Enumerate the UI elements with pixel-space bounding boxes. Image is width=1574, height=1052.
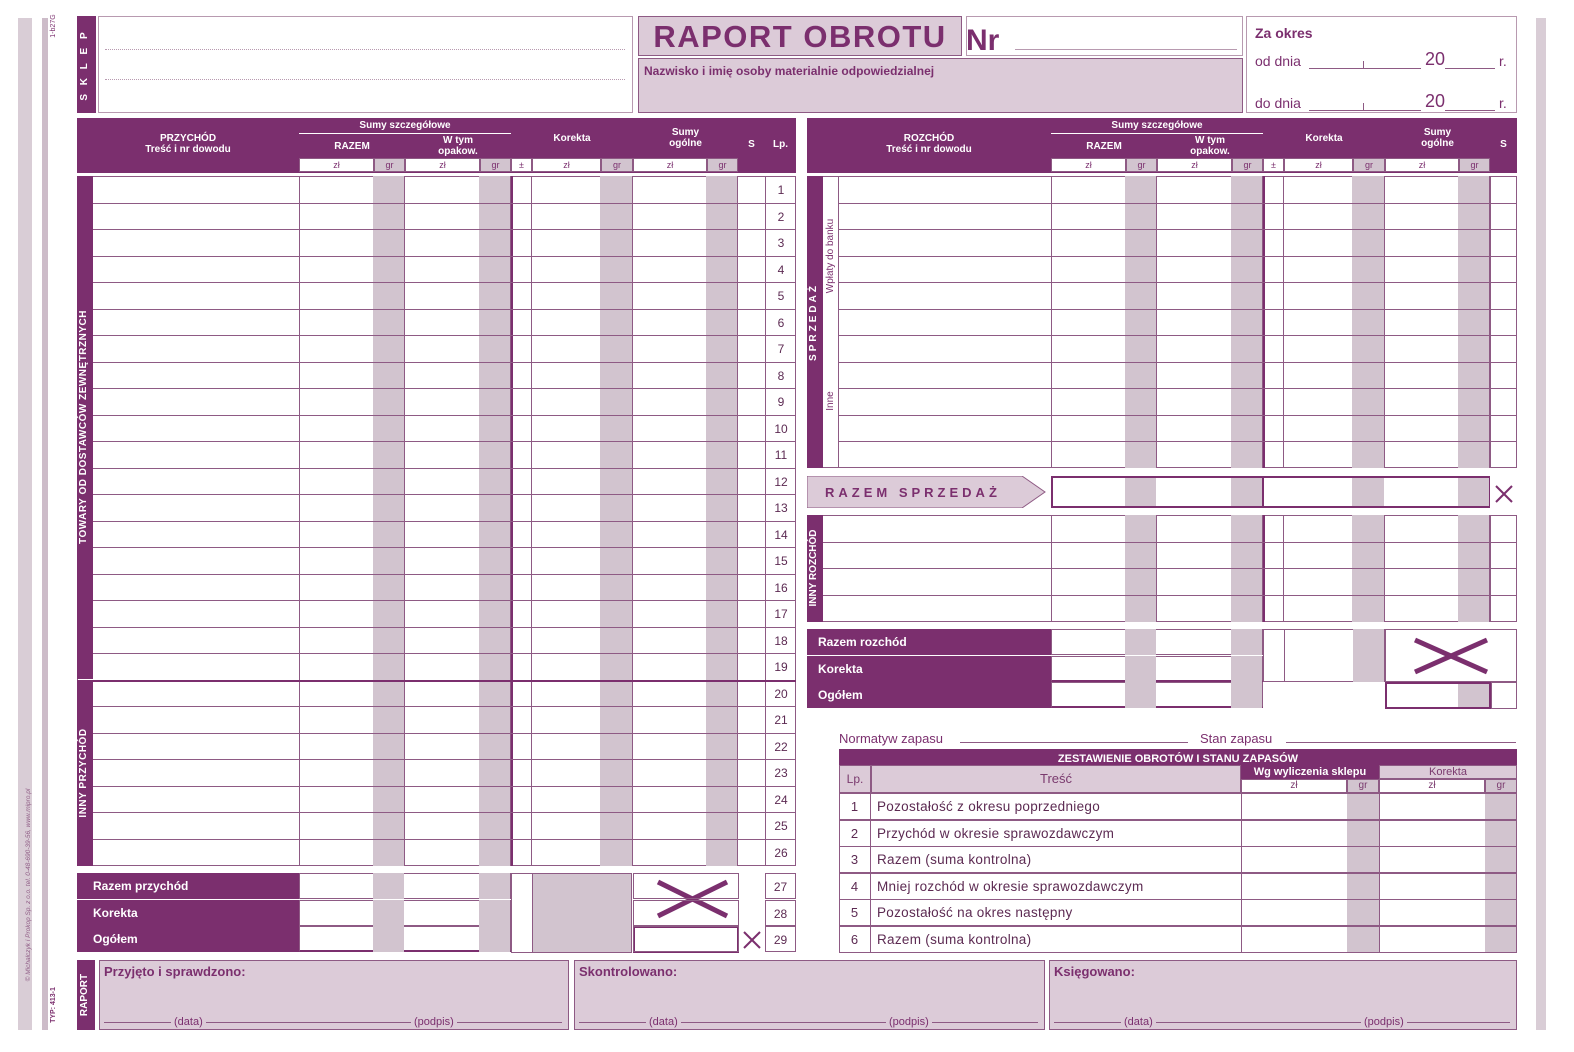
stock-value-field[interactable]	[1242, 821, 1347, 846]
income-row-line	[93, 653, 796, 654]
footer-sign-label: (podpis)	[886, 1016, 932, 1028]
expense-s-divider	[1490, 176, 1491, 468]
income-lp-number: 3	[777, 236, 785, 250]
income_table-unit-3: gr	[480, 158, 511, 172]
income-row-line	[93, 256, 796, 257]
income-row-line	[93, 229, 796, 230]
income-lp-number: 14	[774, 527, 788, 542]
expense_table-unit-4: ±	[1263, 158, 1284, 172]
income-lp-number: 4	[777, 262, 785, 277]
stock-unit: zł	[1241, 779, 1347, 793]
stock-col-wg-label: Wg wyliczenia sklepu	[1253, 766, 1367, 778]
stock-row-text: Pozostałość na okres następny	[877, 905, 1073, 921]
expense_table-unit-7: zł	[1385, 158, 1459, 172]
stock-value-field[interactable]	[1242, 874, 1347, 899]
income-lp-number: 12	[774, 474, 788, 489]
stock-title: ZESTAWIENIE OBROTÓW I STANU ZAPASÓW	[1057, 753, 1299, 765]
to-year-prefix: 20	[1425, 91, 1446, 111]
stock-col-lp	[839, 765, 871, 793]
razem-sprzedaz-field[interactable]	[1051, 476, 1490, 508]
income_table-unit-8: gr	[707, 158, 738, 172]
expense-gr-col-1	[1231, 176, 1262, 468]
expense-vline-3	[1263, 176, 1265, 468]
expense_table-unit-1: gr	[1126, 158, 1157, 172]
stock-row-text: Pozostałość z okresu poprzedniego	[877, 799, 1101, 814]
expense-col-s: S	[1500, 139, 1507, 150]
income-row-line	[93, 203, 796, 204]
income-row-line	[93, 335, 796, 336]
stock-row-div2	[1379, 820, 1380, 847]
income-row-line	[93, 547, 796, 548]
expense-summary-korekta-div	[1284, 629, 1285, 682]
page-title: RAPORT OBROTU	[653, 19, 947, 54]
footer-sign-label: (podpis)	[411, 1016, 457, 1028]
razem-sprzedaz-gr	[1458, 478, 1489, 506]
income-lp-number: 13	[774, 501, 788, 515]
expense_table-unit-0: zł	[1051, 158, 1126, 172]
expense-vline-5	[1384, 176, 1385, 468]
expense_table-unit-8: gr	[1459, 158, 1490, 172]
expense-row-line	[839, 335, 1517, 336]
income-lp-number: 26	[774, 845, 788, 860]
income-lp-number: 21	[774, 713, 788, 727]
stock-row-text: Mniej rozchód w okresie sprawozdawczym	[877, 878, 1144, 894]
stan-field[interactable]	[1286, 742, 1516, 743]
footer-date-label: (data)	[1121, 1016, 1156, 1028]
stock-row-lp: 5	[839, 899, 871, 926]
expense-row-line	[839, 229, 1517, 230]
expense-vline-4	[1283, 176, 1284, 468]
expense-summary-sumy	[1385, 629, 1517, 682]
income-row-line	[93, 706, 796, 707]
income-summary-lp: 27	[765, 873, 796, 899]
stock-value-field[interactable]	[1242, 847, 1347, 872]
income_table-unit-1: gr	[374, 158, 405, 172]
expense-inny-row-line	[823, 542, 1517, 543]
responsible-person-label: Nazwisko i imię osoby materialnie odpowiedzialnej	[644, 64, 935, 78]
from-label: od dnia	[1255, 53, 1301, 69]
footer-box-title: Przyjęto i sprawdzono:	[104, 964, 246, 979]
expense-summary-label: Korekta	[807, 656, 1051, 682]
stock-col-wg	[1241, 765, 1379, 779]
income-lp-number: 19	[774, 660, 788, 674]
income-col-korekta: Korekta	[553, 133, 591, 144]
expense-row-line	[839, 415, 1517, 416]
responsible-person-field[interactable]	[638, 58, 1243, 113]
razem-sprzedaz-gr	[1352, 478, 1384, 506]
expense-col-w-tym: W tym opakow.	[1190, 135, 1230, 157]
stock-row-text: Razem (suma kontrolna)	[877, 852, 1032, 868]
from-year-suffix: r.	[1499, 53, 1507, 69]
razem-sprzedaz-x-mark	[1494, 484, 1514, 504]
income-summary-gr	[373, 926, 404, 952]
income_table-unit-2: zł	[405, 158, 480, 172]
stock-row-text: Przychód w okresie sprawozdawczym	[877, 825, 1115, 841]
income_table-unit-5: zł	[532, 158, 601, 172]
income-row-line	[93, 812, 796, 813]
expense-row-line	[839, 388, 1517, 389]
income_table-unit-7: zł	[633, 158, 707, 172]
stock-row-text: Razem (suma kontrolna)	[877, 932, 1032, 947]
razem-sprzedaz-div	[1262, 476, 1264, 508]
income-korekta-summary-shaded	[532, 873, 632, 953]
section-inny-przychod-label: INNY PRZYCHÓD	[78, 728, 89, 818]
expense-row-line	[839, 203, 1517, 204]
nr-field[interactable]	[966, 16, 1243, 56]
to-date-field[interactable]	[1309, 103, 1421, 111]
income-lp-number: 11	[774, 448, 788, 462]
income-row-line	[93, 574, 796, 575]
expense-col-korekta: Korekta	[1305, 133, 1343, 144]
expense-summary-label: Ogółem	[807, 682, 1051, 708]
income-lp-number: 2	[777, 209, 785, 224]
expense-row-line	[839, 441, 1517, 442]
income-row-line	[93, 627, 796, 628]
income-row-line	[93, 415, 796, 416]
expense-gr-col-0	[1125, 176, 1156, 468]
period-box	[1246, 16, 1517, 113]
income-row-line	[93, 362, 796, 363]
income-lp-number: 20	[774, 686, 788, 701]
razem-sprzedaz-label: RAZEM SPRZEDAŻ	[825, 485, 1001, 500]
income-lp-number: 22	[774, 739, 788, 754]
footer-sign-label: (podpis)	[1361, 1016, 1407, 1028]
expense-summary-gr	[1125, 656, 1156, 682]
income-summary-label: Ogółem	[77, 926, 299, 952]
expense-vline-0	[1051, 176, 1052, 468]
income-row-line	[93, 468, 796, 469]
stock-row-lp: 4	[839, 873, 871, 900]
income-col-sumy-ogolne: Sumy ogólne	[669, 127, 702, 149]
income-summary-gr2	[479, 926, 510, 952]
income-row-line	[93, 680, 796, 682]
sklep-label: S K L E P	[79, 29, 90, 101]
publisher-text: © Michalczyk i Prokop Sp. z o.o. tel. 0-48-690-39-56, www.mipro.pl	[25, 788, 32, 982]
expense-row-line	[839, 309, 1517, 310]
stock-value-field[interactable]	[1242, 900, 1347, 925]
stock-row-div2	[1379, 873, 1380, 900]
expense-summary-gr2	[1231, 682, 1262, 708]
income-summary-sumy-cell	[633, 900, 739, 926]
stock-unit: gr	[1485, 779, 1517, 793]
income-lp-number: 25	[774, 819, 788, 833]
expense-col-sums-detail: Sumy szczegółowe	[1111, 120, 1203, 131]
stock-col-tresc	[871, 765, 1241, 793]
income-col-s: S	[748, 139, 755, 150]
income-row-line	[93, 839, 796, 840]
expense-inny-row-line	[823, 595, 1517, 596]
income-row-line	[93, 786, 796, 787]
to-year-field[interactable]	[1445, 103, 1495, 111]
stan-label: Stan zapasu	[1200, 731, 1273, 746]
income-col-w-tym: W tym opakow.	[438, 135, 478, 157]
title-box	[638, 16, 962, 56]
income-col-razem: RAZEM	[334, 141, 370, 152]
income-summary-lp: 29	[765, 926, 796, 952]
footer-raport-label: RAPORT	[79, 973, 90, 1017]
stock-value-field[interactable]	[1242, 794, 1347, 819]
income-col-lp: Lp.	[773, 139, 788, 150]
income-col-przychod: PRZYCHÓD Treść i nr dowodu	[145, 133, 231, 155]
expense_table-unit-2: zł	[1157, 158, 1232, 172]
income_table-unit-4: ±	[511, 158, 532, 172]
income_table-unit-6: gr	[601, 158, 633, 172]
income-row-line	[93, 759, 796, 760]
income-summary-label: Korekta	[77, 900, 299, 926]
from-year-prefix: 20	[1425, 49, 1446, 69]
stock-row-lp: 6	[839, 926, 871, 953]
expense-summary-korekta-gr	[1353, 629, 1384, 682]
right-margin-stripe	[1536, 18, 1546, 1030]
income-lp-number: 1	[777, 183, 785, 197]
expense-gr-col-2	[1352, 176, 1384, 468]
expense-summary-gr	[1125, 682, 1156, 708]
expense-summary-gr	[1125, 629, 1156, 655]
from-date-field[interactable]	[1309, 61, 1421, 69]
income-row-line	[93, 494, 796, 495]
stock-unit: zł	[1379, 779, 1485, 793]
expense-row-line	[839, 362, 1517, 363]
expense-sales-body	[807, 176, 1517, 468]
income-lp-number: 10	[774, 421, 788, 436]
stock-row-div2	[1379, 899, 1380, 926]
income-row-line	[93, 309, 796, 310]
income-summary-gr2	[479, 873, 510, 899]
income-lp-number: 16	[774, 580, 788, 595]
expense-gr-col-3	[1458, 176, 1489, 468]
nr-label: Nr	[966, 24, 1000, 57]
stock-row-lp: 3	[839, 846, 871, 873]
section-inny-rozchod-label: INNY ROZCHÓD	[808, 529, 819, 607]
expense_table-unit-3: gr	[1232, 158, 1263, 172]
income-summary-gr2	[479, 900, 510, 926]
stock-col-lp-label: Lp.	[846, 772, 864, 786]
expense-ogolem-total-gr	[1458, 684, 1489, 707]
footer-box-title: Księgowano:	[1054, 964, 1135, 979]
sub-wplaty-label: Wpłaty do banku	[825, 218, 836, 294]
income-row-line	[93, 388, 796, 389]
from-year-field[interactable]	[1445, 61, 1495, 69]
left-margin-stripe-2	[42, 18, 48, 1030]
normatyw-field[interactable]	[960, 742, 1188, 743]
income-lp-number: 23	[774, 766, 788, 780]
income-row-line	[93, 733, 796, 734]
expense-ogolem-s	[1491, 682, 1517, 709]
income-lp-number: 6	[777, 315, 785, 330]
income-lp-number: 8	[777, 368, 785, 383]
stock-row-div2	[1379, 846, 1380, 873]
expense-vline-1	[1156, 176, 1157, 468]
expense-col-sumy-ogolne: Sumy ogólne	[1421, 127, 1454, 149]
expense-row-line	[839, 282, 1517, 283]
sub-inne-label: Inne	[825, 391, 836, 411]
footer-date-label: (data)	[646, 1016, 681, 1028]
income-row-line	[93, 521, 796, 522]
stock-row-div2	[1379, 926, 1380, 953]
stock-unit: gr	[1347, 779, 1379, 793]
stock-row-lp: 2	[839, 820, 871, 847]
income_table-unit-0: zł	[299, 158, 374, 172]
income-lp-number: 15	[774, 554, 788, 568]
income-lp-number: 18	[774, 633, 788, 648]
income-summary-sumy-cell	[633, 926, 739, 952]
razem-sprzedaz-gr	[1231, 478, 1262, 506]
stock-row-div2	[1379, 793, 1380, 820]
income-row-line	[93, 441, 796, 442]
razem-sprzedaz-gr	[1125, 478, 1156, 506]
to-year-suffix: r.	[1499, 95, 1507, 111]
to-label: do dnia	[1255, 95, 1301, 111]
section-sprzedaz-label: SPRZEDAŻ	[808, 283, 819, 361]
stock-col-tresc-label: Treść	[1039, 771, 1073, 786]
income-lp-number: 5	[777, 289, 785, 303]
margin-code: 1-b27G	[50, 14, 57, 38]
income-lp-number: 24	[774, 792, 788, 807]
income-lp-number: 7	[777, 342, 785, 356]
stock-title-bar	[839, 749, 1517, 765]
income-summary-lp: 28	[765, 900, 796, 926]
expense-row-line	[839, 256, 1517, 257]
income-lp-number: 9	[777, 395, 785, 409]
income-summary-gr	[373, 900, 404, 926]
income-summary-sumy-cell	[633, 873, 739, 899]
shop-name-field[interactable]	[98, 16, 633, 113]
stock-value-field[interactable]	[1242, 927, 1347, 952]
income-summary-label: Razem przychód	[77, 873, 299, 899]
income-s-x-mark	[742, 930, 762, 950]
typ-text: TYP: 413-1	[50, 987, 57, 1023]
income-row-line	[93, 600, 796, 601]
income-lp-number: 17	[774, 607, 788, 621]
expense_table-unit-5: zł	[1284, 158, 1353, 172]
expense_table-unit-6: gr	[1353, 158, 1385, 172]
stock-col-korekta	[1379, 765, 1517, 779]
expense-summary-label: Razem rozchód	[807, 629, 1051, 655]
expense-col-razem: RAZEM	[1086, 141, 1122, 152]
income-col-sums-detail: Sumy szczegółowe	[359, 120, 451, 131]
expense-summary-gr2	[1231, 629, 1262, 655]
expense-col-rozchod: ROZCHÓD Treść i nr dowodu	[886, 133, 972, 155]
normatyw-label: Normatyw zapasu	[839, 731, 944, 746]
income-korekta-summary-left	[511, 873, 533, 953]
stock-col-korekta-label: Korekta	[1429, 766, 1467, 778]
footer-box-title: Skontrolowano:	[579, 964, 678, 979]
period-label: Za okres	[1255, 25, 1313, 41]
expense-inny-row-line	[823, 568, 1517, 569]
section-towary-label: TOWARY OD DOSTAWCÓW ZEWNĘTRZNYCH	[78, 310, 89, 544]
footer-date-label: (data)	[171, 1016, 206, 1028]
income-row-line	[93, 282, 796, 283]
income-summary-gr	[373, 873, 404, 899]
expense-summary-gr2	[1231, 656, 1262, 682]
stock-row-lp: 1	[839, 793, 871, 820]
